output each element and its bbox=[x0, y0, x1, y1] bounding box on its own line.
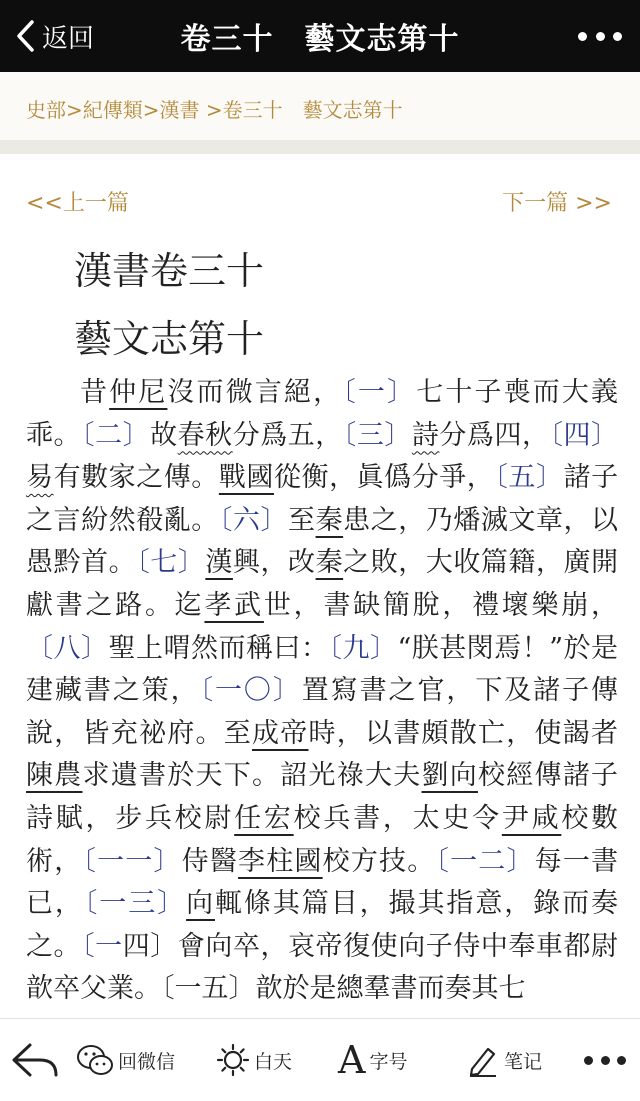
chapter-heading: 藝文志第十 bbox=[74, 317, 265, 361]
dot-icon bbox=[596, 32, 605, 41]
breadcrumb-current[interactable]: 藝文志第十 bbox=[302, 98, 403, 122]
dot-icon bbox=[578, 32, 587, 41]
proper-noun: 戰國 bbox=[218, 462, 274, 494]
notes-button[interactable] bbox=[466, 1041, 542, 1079]
text-run: 時，以書頗散亡，使謁者 bbox=[308, 717, 618, 749]
top-nav-bar bbox=[0, 0, 640, 72]
proper-noun: 尹咸 bbox=[501, 802, 562, 834]
font-size-icon: A bbox=[338, 1038, 366, 1082]
dot-icon bbox=[613, 32, 622, 41]
paragraph bbox=[26, 372, 618, 1011]
divider bbox=[0, 140, 640, 154]
text-run: 輒條其篇目，撮其指意，錄而奏之。 bbox=[26, 888, 619, 962]
book-heading: 漢書卷三十 bbox=[74, 249, 265, 293]
more-menu-button[interactable] bbox=[578, 24, 622, 48]
text-run: 世，書缺簡脫，禮壞樂崩， bbox=[263, 589, 619, 621]
text-run: 之敗，大收篇籍，廣開獻書之路。迄 bbox=[26, 547, 619, 621]
breadcrumb-bar bbox=[0, 72, 640, 140]
text-run: “朕甚閔焉！”於是建藏書之策， bbox=[26, 632, 619, 707]
text-run: 每一書已， bbox=[26, 845, 619, 920]
page-title: 卷三十 藝文志第十 bbox=[180, 22, 460, 57]
text-run: 侍醫 bbox=[181, 845, 239, 877]
text-run: 興，改 bbox=[232, 547, 316, 579]
annotation-link[interactable]: 〔一〇〕 bbox=[199, 675, 302, 707]
annotation-link[interactable]: 〔四〕 bbox=[549, 419, 619, 451]
prev-article-link[interactable]: <<上一篇 bbox=[26, 191, 129, 216]
text-run: 有數家之傳。 bbox=[53, 462, 219, 494]
annotation-link[interactable]: 〔五〕 bbox=[494, 462, 564, 494]
font-size-label: 字号 bbox=[369, 1050, 408, 1073]
text-run: 求遺書於天下。詔光祿大夫 bbox=[82, 760, 422, 792]
annotation-link[interactable]: 〔一一〕 bbox=[82, 845, 182, 877]
text-run: 昔 bbox=[80, 377, 110, 408]
back-arrow-icon bbox=[10, 1041, 60, 1079]
text-run: 沒而微言絕， bbox=[167, 377, 343, 408]
proper-noun: 成帝 bbox=[252, 717, 309, 749]
text-run: 從衡，眞僞分爭， bbox=[273, 462, 495, 494]
book-title: 詩 bbox=[411, 419, 440, 451]
back-label: 返回 bbox=[42, 23, 95, 54]
annotation-link[interactable]: 〔三〕 bbox=[342, 419, 412, 451]
proper-noun: 劉向 bbox=[421, 760, 478, 792]
back-to-wechat-button[interactable] bbox=[76, 1041, 175, 1079]
text-run: 聖上喟然而稱曰： bbox=[108, 632, 329, 664]
proper-noun: 向 bbox=[186, 888, 215, 920]
annotation-link[interactable]: 〔二〕 bbox=[81, 419, 151, 451]
annotation-link[interactable]: 〔一 bbox=[81, 930, 123, 962]
text-run: 校兵書，太史令 bbox=[293, 802, 502, 834]
annotation-link[interactable]: 〔九〕 bbox=[328, 632, 398, 664]
text-run: 患之，乃燔滅文章，以愚黔首。 bbox=[26, 504, 619, 579]
breadcrumb bbox=[26, 94, 403, 123]
text-run: 七十子喪而大義乖。 bbox=[26, 377, 619, 451]
text-run: 四〕會向卒，哀帝復使向子侍中奉車都尉歆卒父業。〔一五〕歆於是總羣書而奏其七 bbox=[26, 930, 619, 1005]
annotation-link[interactable]: 〔一三〕 bbox=[83, 888, 187, 920]
day-mode-button[interactable] bbox=[216, 1041, 292, 1079]
annotation-link[interactable]: 〔一二〕 bbox=[435, 845, 535, 877]
more-icon bbox=[584, 1056, 626, 1065]
proper-noun: 秦 bbox=[315, 504, 344, 536]
annotation-link[interactable]: 〔八〕 bbox=[26, 632, 109, 664]
next-article-link[interactable]: 下一篇 >> bbox=[502, 191, 612, 216]
proper-noun: 仲尼 bbox=[109, 377, 168, 408]
proper-noun: 孝武 bbox=[204, 589, 264, 621]
day-label: 白天 bbox=[254, 1050, 293, 1073]
text-run: 諸子之言紛然殽亂。 bbox=[26, 462, 619, 536]
article-body bbox=[26, 372, 618, 1011]
book-title: 春秋 bbox=[177, 419, 233, 451]
text-run: 分爲五， bbox=[232, 419, 343, 451]
proper-noun: 秦 bbox=[315, 547, 344, 579]
annotation-link[interactable]: 〔一〕 bbox=[342, 377, 417, 408]
wechat-icon bbox=[76, 1043, 114, 1077]
text-run: 校方技。 bbox=[322, 845, 436, 877]
proper-noun: 陳農 bbox=[26, 760, 83, 792]
pen-icon bbox=[466, 1043, 500, 1077]
bottom-toolbar bbox=[0, 1018, 640, 1101]
text-run: 校數術， bbox=[26, 802, 619, 877]
font-size-button[interactable] bbox=[338, 1038, 408, 1082]
text-run: 校經傳諸子詩賦，步兵校尉 bbox=[26, 760, 618, 834]
proper-noun: 漢 bbox=[205, 547, 233, 579]
toolbar-back-button[interactable] bbox=[10, 1041, 60, 1079]
annotation-link[interactable]: 〔七〕 bbox=[136, 547, 206, 579]
sun-icon bbox=[216, 1043, 250, 1077]
text-run: 分爲四， bbox=[439, 419, 550, 451]
proper-noun: 李柱國 bbox=[238, 845, 323, 877]
proper-noun: 任宏 bbox=[234, 802, 294, 834]
breadcrumb-path[interactable]: 史部>紀傳類>漢書 >卷三十 bbox=[26, 98, 283, 122]
wechat-label: 回微信 bbox=[118, 1050, 176, 1073]
text-run: 置寫書之官，下及諸子傳說，皆充祕府。至 bbox=[26, 675, 619, 749]
notes-label: 笔记 bbox=[504, 1050, 543, 1073]
text-run: 故 bbox=[150, 419, 178, 451]
book-title: 易 bbox=[26, 462, 54, 494]
annotation-link[interactable]: 〔六〕 bbox=[218, 504, 288, 536]
toolbar-more-button[interactable] bbox=[584, 1041, 626, 1079]
text-run: 至 bbox=[288, 504, 316, 536]
